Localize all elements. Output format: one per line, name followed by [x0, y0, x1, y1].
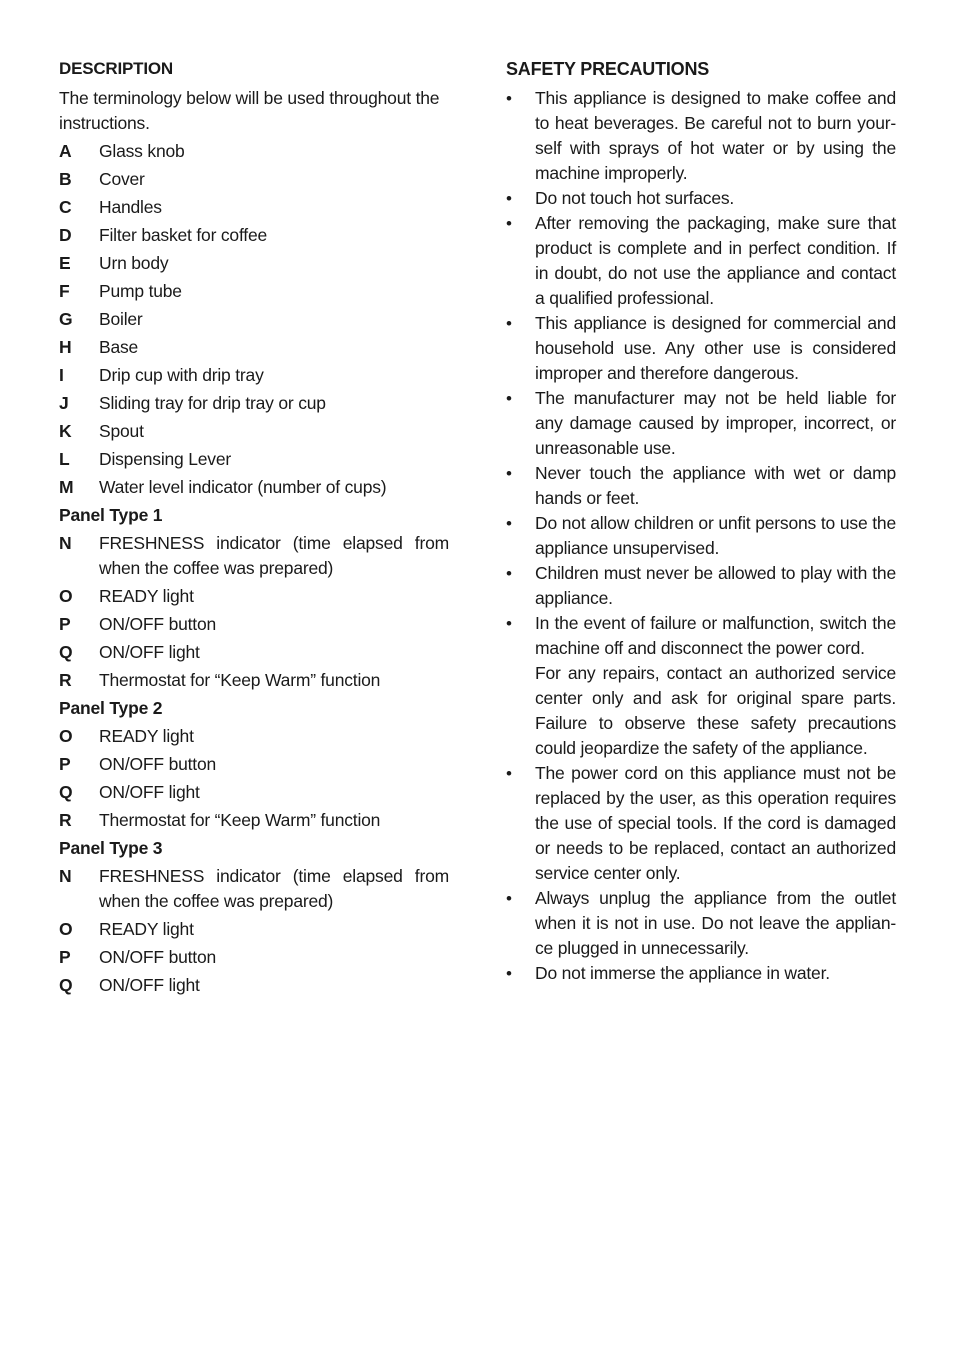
component-letter: K — [59, 421, 72, 441]
component-letter: P — [59, 754, 71, 774]
safety-item — [506, 311, 896, 386]
safety-paragraph: The manufacturer may not be held liable for any damage caused by improper, incorrect, or unreasonable use. — [535, 388, 896, 458]
safety-paragraph: The power cord on this appliance must not be replaced by the user, as this operation requires the use of special tools. If the cord is damaged or needs to be replaced, contact an authorized service center only. — [535, 763, 896, 883]
safety-text — [535, 311, 896, 386]
component-letter: P — [59, 614, 71, 634]
component-item — [59, 612, 449, 637]
component-item — [59, 475, 449, 500]
component-item — [59, 363, 449, 388]
panel-type-title: Panel Type 1 — [59, 505, 163, 525]
safety-paragraph: Do not touch hot surfaces. — [535, 188, 735, 208]
safety-item — [506, 86, 896, 186]
safety-paragraph: In the event of failure or malfunction, switch the machine off and disconnect the power cord. — [535, 613, 896, 658]
component-letter: O — [59, 726, 73, 746]
component-label: READY light — [99, 919, 194, 939]
component-label: Filter basket for coffee — [99, 225, 268, 245]
bullet-icon: • — [506, 89, 512, 108]
component-letter: I — [59, 365, 64, 385]
safety-item — [506, 211, 896, 311]
component-label: FRESHNESS indicator (time elapsed from when the coffee was prepared) — [99, 866, 449, 911]
component-label: FRESHNESS indicator (time elapsed from when the coffee was prepared) — [99, 533, 449, 578]
component-letter: C — [59, 197, 72, 217]
bullet-icon: • — [506, 189, 512, 208]
panel-component-list — [59, 864, 449, 998]
description-intro: The terminology below will be used throughout the instructions. — [59, 88, 440, 133]
component-item — [59, 917, 449, 942]
component-letter: R — [59, 810, 72, 830]
safety-paragraph: This appliance is designed to make coffee and to heat beverages. Be careful not to burn your-self with sprays of hot water or by using the machine improperly. — [535, 88, 896, 183]
component-letter: J — [59, 393, 69, 413]
description-column — [59, 56, 449, 1001]
bullet-icon: • — [506, 464, 512, 483]
component-letter: M — [59, 477, 74, 497]
component-label: ON/OFF button — [99, 614, 217, 634]
component-item — [59, 973, 449, 998]
component-label: Sliding tray for drip tray or cup — [99, 393, 326, 413]
safety-text — [535, 886, 896, 961]
safety-text — [535, 961, 896, 986]
bullet-icon: • — [506, 889, 512, 908]
safety-paragraph: Do not immerse the appliance in water. — [535, 963, 830, 983]
safety-item — [506, 961, 896, 986]
component-item — [59, 640, 449, 665]
component-letter: A — [59, 141, 72, 161]
safety-item — [506, 761, 896, 886]
component-label: Pump tube — [99, 281, 182, 301]
component-item — [59, 945, 449, 970]
safety-list — [506, 86, 896, 986]
panel-type-title: Panel Type 3 — [59, 838, 163, 858]
bullet-icon: • — [506, 564, 512, 583]
component-item — [59, 307, 449, 332]
component-label: Dispensing Lever — [99, 449, 232, 469]
component-letter: R — [59, 670, 72, 690]
component-label: Base — [99, 337, 139, 357]
bullet-icon: • — [506, 314, 512, 333]
safety-text — [535, 386, 896, 461]
component-label: Boiler — [99, 309, 143, 329]
component-item — [59, 391, 449, 416]
component-label: READY light — [99, 586, 194, 606]
safety-item — [506, 611, 896, 761]
safety-item — [506, 386, 896, 461]
component-item — [59, 419, 449, 444]
safety-item — [506, 561, 896, 611]
component-item — [59, 668, 449, 693]
component-label: Drip cup with drip tray — [99, 365, 264, 385]
component-label: ON/OFF light — [99, 642, 200, 662]
safety-text — [535, 761, 896, 886]
component-item — [59, 584, 449, 609]
component-item — [59, 752, 449, 777]
safety-column — [506, 56, 896, 986]
bullet-icon: • — [506, 514, 512, 533]
component-label: ON/OFF light — [99, 975, 200, 995]
safety-paragraph: After removing the packaging, make sure that product is complete and in perfect condition. If in doubt, do not use the appliance and contact a qualified professional. — [535, 213, 896, 308]
safety-text — [535, 511, 896, 561]
component-item — [59, 724, 449, 749]
component-label: Urn body — [99, 253, 169, 273]
component-letter: O — [59, 586, 73, 606]
safety-paragraph: This appliance is designed for commercial and household use. Any other use is considered improper and therefore dangerous. — [535, 313, 896, 383]
panel-type-title: Panel Type 2 — [59, 698, 163, 718]
component-label: Glass knob — [99, 141, 185, 161]
safety-text — [535, 561, 896, 611]
safety-heading: SAFETY PRECAUTIONS — [506, 59, 710, 79]
component-letter: P — [59, 947, 71, 967]
component-item — [59, 195, 449, 220]
bullet-icon: • — [506, 214, 512, 233]
component-item — [59, 864, 449, 914]
safety-text — [535, 461, 896, 511]
safety-paragraph: Never touch the appliance with wet or damp hands or feet. — [535, 463, 896, 508]
component-label: Thermostat for “Keep Warm” function — [99, 810, 381, 830]
panel-types — [59, 503, 449, 998]
component-list — [59, 139, 449, 500]
component-letter: Q — [59, 975, 73, 995]
safety-text — [535, 611, 896, 761]
component-letter: Q — [59, 782, 73, 802]
component-item — [59, 531, 449, 581]
component-letter: B — [59, 169, 72, 189]
component-label: READY light — [99, 726, 194, 746]
component-label: Water level indicator (number of cups) — [99, 477, 387, 497]
component-label: ON/OFF button — [99, 754, 217, 774]
safety-text — [535, 186, 896, 211]
component-label: Handles — [99, 197, 162, 217]
component-item — [59, 780, 449, 805]
component-item — [59, 335, 449, 360]
safety-paragraph: Children must never be allowed to play with the appliance. — [535, 563, 896, 608]
component-item — [59, 167, 449, 192]
component-letter: F — [59, 281, 70, 301]
component-letter: N — [59, 533, 72, 553]
bullet-icon: • — [506, 614, 512, 633]
component-letter: H — [59, 337, 72, 357]
component-item — [59, 251, 449, 276]
component-letter: L — [59, 449, 70, 469]
component-letter: G — [59, 309, 73, 329]
component-letter: Q — [59, 642, 73, 662]
safety-paragraph: For any repairs, contact an authorized service center only and ask for original spare parts. Failure to observe these safety precautions could jeopardize the safety of the appliance. — [535, 663, 896, 758]
component-label: Thermostat for “Keep Warm” function — [99, 670, 381, 690]
safety-item — [506, 186, 896, 211]
component-letter: E — [59, 253, 71, 273]
component-item — [59, 223, 449, 248]
component-item — [59, 139, 449, 164]
bullet-icon: • — [506, 389, 512, 408]
component-label: ON/OFF button — [99, 947, 217, 967]
component-item — [59, 808, 449, 833]
bullet-icon: • — [506, 964, 512, 983]
safety-text — [535, 211, 896, 311]
component-label: ON/OFF light — [99, 782, 200, 802]
bullet-icon: • — [506, 764, 512, 783]
safety-paragraph: Always unplug the appliance from the outlet when it is not in use. Do not leave the applian-ce plugged in unnecessarily. — [535, 888, 896, 958]
component-label: Spout — [99, 421, 144, 441]
component-letter: N — [59, 866, 72, 886]
safety-item — [506, 886, 896, 961]
component-letter: D — [59, 225, 72, 245]
component-letter: O — [59, 919, 73, 939]
safety-item — [506, 461, 896, 511]
safety-text — [535, 86, 896, 186]
safety-paragraph: Do not allow children or unfit persons to use the appliance unsupervised. — [535, 513, 896, 558]
description-heading: DESCRIPTION — [59, 59, 173, 78]
component-item — [59, 279, 449, 304]
component-item — [59, 447, 449, 472]
safety-item — [506, 511, 896, 561]
component-label: Cover — [99, 169, 145, 189]
panel-component-list — [59, 724, 449, 833]
panel-component-list — [59, 531, 449, 693]
